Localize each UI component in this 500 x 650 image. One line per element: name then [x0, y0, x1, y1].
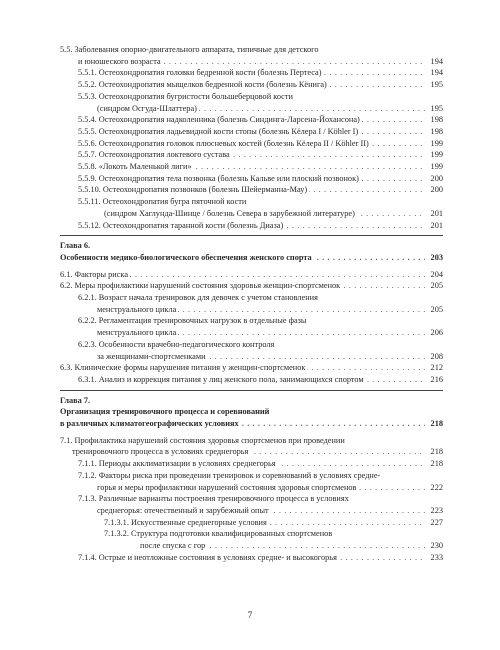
- toc-entry-title: 5.5.12. Остеохондропатия таранной кости (болезнь Диаза): [78, 220, 284, 230]
- toc-entry[interactable]: [0, 138, 500, 150]
- toc-page-number: 212: [430, 363, 443, 373]
- toc-entry-title: 5.5.11. Остеохондропатия бугра пяточной кости: [78, 197, 247, 207]
- toc-entry[interactable]: [0, 208, 500, 220]
- toc-entry[interactable]: [0, 269, 500, 281]
- toc-chapter-heading[interactable]: [0, 395, 500, 407]
- toc-entry-title: Организация тренировочного процесса и соревнований: [60, 407, 270, 417]
- toc-entry-title: после спуска с гор: [140, 541, 206, 550]
- toc-entry[interactable]: [0, 446, 500, 458]
- toc-entry[interactable]: [0, 304, 500, 316]
- toc-entry-title: 5.5.4. Остеохондропатия надколенника (болезнь Синдинга-Ларсена-Йохансона): [78, 115, 360, 125]
- toc-entry-title: тренировочного процесса в условиях среднегорья: [72, 447, 249, 457]
- toc-entry-title: 6.2.2. Регламентация тренировочных нагрузок в отдельные фазы: [78, 316, 307, 326]
- toc-entry-title: горья и меры профилактики нарушений состояния здоровья спортсменов: [97, 482, 357, 492]
- toc-entry-title: менструального цикла: [97, 304, 177, 314]
- toc-entry-title: 5.5. Заболевания опорно-двигательного аппарата, типичные для детского: [60, 45, 319, 54]
- toc-entry-title: 7.1. Профилактика нарушений состояния здоровья спортсменов при проведении: [60, 435, 345, 445]
- toc-entry[interactable]: [0, 327, 500, 339]
- toc-page-number: 194: [430, 68, 443, 78]
- toc-entry-title: 5.5.8. «Локоть Маленькой лиги»: [78, 162, 192, 171]
- toc-entry-title: 6.3. Клинические формы нарушения питания у женщин-спортсменок: [60, 363, 306, 373]
- toc-entry[interactable]: [0, 528, 500, 540]
- toc-entry[interactable]: [0, 374, 500, 386]
- section-divider: [60, 235, 443, 236]
- toc-entry-title: 6.2.3. Особенности врачебно-педагогического контроля: [78, 339, 275, 349]
- toc-entry-title: 7.1.2. Факторы риска при проведении тренировок и соревнований в условиях средне-: [78, 470, 381, 480]
- toc-entry[interactable]: [0, 91, 500, 103]
- toc-entry[interactable]: [0, 114, 500, 126]
- toc-page-number: 208: [430, 351, 443, 361]
- toc-entry-title: 7.1.3.2. Структура подготовки квалифицированных спортсменов: [104, 529, 333, 539]
- toc-entry-title: 6.1. Факторы риска: [60, 269, 128, 279]
- toc-entry[interactable]: [0, 67, 500, 79]
- toc-entry-title: Глава 6.: [60, 241, 91, 251]
- toc-entry-title: 5.5.2. Остеохондропатия мыщелков бедренной кости (болезнь Кёнига): [78, 80, 327, 90]
- toc-entry-title: 5.5.1. Остеохондропатия головки бедренной кости (болезнь Пертеса): [78, 68, 322, 78]
- toc-entry[interactable]: [0, 517, 500, 529]
- page-number: 7: [247, 611, 253, 621]
- toc-page-number: 216: [430, 374, 443, 384]
- toc-entry[interactable]: [0, 196, 500, 208]
- toc-entry-title: Особенности медико-биологического обеспечения женского спорта: [60, 252, 312, 262]
- toc-page-number: 195: [430, 80, 443, 90]
- toc-entry-title: 5.5.7. Остеохондропатия локтевого сустава: [78, 150, 230, 160]
- toc-entry-title: (синдром Осгуда-Шлаттера): [97, 103, 197, 113]
- toc-entry[interactable]: [0, 458, 500, 470]
- toc-chapter-heading[interactable]: [0, 406, 500, 418]
- toc-page-number: 218: [430, 459, 443, 469]
- toc-entry-title: и юношеского возраста: [78, 56, 161, 66]
- toc-entry[interactable]: [0, 280, 500, 292]
- toc-entry[interactable]: [0, 126, 500, 138]
- toc-page-number: 218: [430, 447, 443, 457]
- toc-entry-title: 6.2.1. Возраст начала тренировок для девочек с учетом становления: [78, 293, 318, 302]
- toc-page-number: 223: [430, 505, 443, 515]
- toc-entry-title: (синдром Хаглунда-Шинце / болезнь Севера в зарубежной литературе): [104, 208, 355, 218]
- section-divider: [60, 390, 443, 391]
- toc-entry-title: 5.5.6. Остеохондропатия головок плюсневых костей (болезнь Кёлера II / Köhler II): [78, 138, 369, 148]
- toc-page-number: 201: [430, 208, 443, 218]
- toc-entry-title: 6.2. Меры профилактики нарушений состояния здоровья женщин-спортсменок: [60, 281, 341, 291]
- toc-chapter-heading[interactable]: [0, 418, 500, 430]
- toc-entry[interactable]: [0, 493, 500, 505]
- toc-page-number: 200: [430, 173, 443, 183]
- toc-page-number: 205: [430, 304, 443, 314]
- toc-page-number: 198: [430, 115, 443, 125]
- toc-entry[interactable]: [0, 292, 500, 304]
- toc-page-number: 205: [430, 281, 443, 291]
- toc-entry[interactable]: [0, 79, 500, 91]
- toc-page-number: 227: [430, 517, 443, 527]
- toc-page-number: 194: [430, 56, 443, 66]
- toc-entry[interactable]: [0, 315, 500, 327]
- toc-page-number: 230: [430, 541, 443, 550]
- toc-entry[interactable]: [0, 435, 500, 447]
- toc-entry-title: 7.1.1. Периоды акклиматизации в условиях среднегорья: [78, 459, 276, 469]
- toc-page-number: 199: [430, 138, 443, 148]
- toc-page-number: 203: [430, 252, 443, 262]
- toc-entry[interactable]: [0, 540, 500, 552]
- toc-page-number: 206: [430, 328, 443, 338]
- toc-entry[interactable]: [0, 44, 500, 56]
- toc-chapter-heading[interactable]: [0, 252, 500, 264]
- toc-entry[interactable]: [0, 482, 500, 494]
- toc-chapter-heading[interactable]: [0, 240, 500, 252]
- toc-entry[interactable]: [0, 149, 500, 161]
- toc-entry[interactable]: [0, 220, 500, 232]
- toc-page-number: 198: [430, 126, 443, 136]
- toc-entry-title: 5.5.5. Остеохондропатия ладьевидной кости стопы (болезнь Кёлера I / Köhler I): [78, 126, 359, 136]
- toc-entry-title: Глава 7.: [60, 395, 91, 405]
- toc-page-number: 233: [430, 552, 443, 562]
- toc-entry-title: 7.1.4. Острые и неотложные состояния в условиях средне- и высокогорья: [78, 552, 337, 562]
- toc-page-number: 200: [430, 185, 443, 195]
- toc-page-number: 199: [430, 150, 443, 160]
- toc-entry[interactable]: [0, 505, 500, 517]
- toc-entry-title: менструального цикла: [97, 328, 177, 338]
- toc-entry-title: за женщинами-спортсменками: [97, 351, 206, 361]
- toc-entry-title: 5.5.3. Остеохондропатия бугристости большеберцовой кости: [78, 91, 293, 101]
- toc-entry-title: 6.3.1. Анализ и коррекция питания у лиц женского пола, занимающихся спортом: [78, 374, 364, 384]
- toc-page-number: 199: [430, 162, 443, 171]
- toc-entry-title: 7.1.3.1. Искусственные среднегорные условия: [104, 517, 267, 527]
- toc-entry-title: среднегорья: отечественный и зарубежный опыт: [97, 505, 269, 515]
- toc-page-number: 204: [430, 269, 443, 279]
- toc-entry-title: в различных климатогеографических условиях: [60, 419, 239, 428]
- toc-entry[interactable]: [0, 103, 500, 115]
- toc-entry[interactable]: [0, 351, 500, 363]
- toc-page-number: 195: [430, 103, 443, 113]
- toc-page-number: 201: [430, 220, 443, 230]
- toc-page-number: 218: [430, 419, 443, 428]
- toc-entry[interactable]: [0, 56, 500, 68]
- toc-entry[interactable]: [0, 184, 500, 196]
- toc-page-number: 222: [430, 482, 443, 492]
- toc-entry[interactable]: [0, 339, 500, 351]
- toc-entry[interactable]: [0, 552, 500, 564]
- toc-entry[interactable]: [0, 362, 500, 374]
- toc-entry-title: 7.1.3. Различные варианты построения тренировочного процесса в условиях: [78, 494, 349, 504]
- toc-entry[interactable]: [0, 173, 500, 185]
- toc-entry-title: 5.5.10. Остеохондропатия позвонков (болезнь Шейерманна-Мау): [78, 185, 308, 195]
- toc-entry-title: 5.5.9. Остеохондропатия тела позвонка (болезнь Кальве или плоский позвонок): [78, 173, 359, 183]
- toc-entry[interactable]: [0, 161, 500, 173]
- toc-entry[interactable]: [0, 470, 500, 482]
